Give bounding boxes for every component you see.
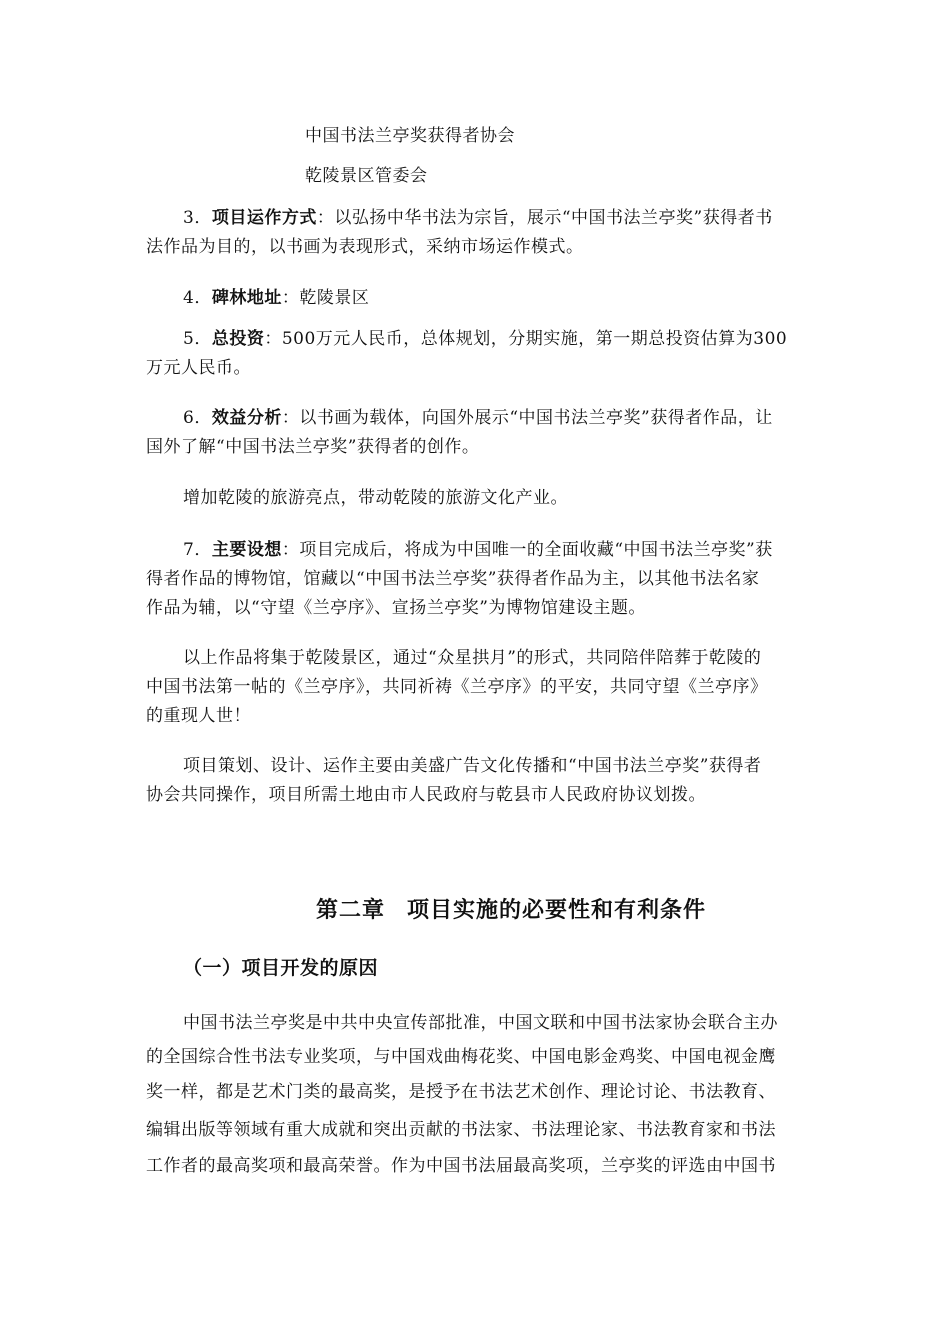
- item-number: 3．: [183, 208, 212, 228]
- item-6-line-2: 国外了解“中国书法兰亭奖”获得者的创作。: [146, 437, 480, 457]
- item-text: ：以书画为载体，向国外展示“中国书法兰亭奖”获得者作品，让: [281, 408, 773, 428]
- item-label: 主要设想: [211, 540, 282, 560]
- item-number: 5．: [183, 329, 212, 349]
- section-body-line-4: 编辑出版等领域有重大成就和突出贡献的书法家、书法理论家、书法教育家和书法: [146, 1120, 776, 1140]
- organization-line: 中国书法兰亭奖获得者协会: [305, 126, 515, 146]
- section-body-line-2: 的全国综合性书法专业奖项，与中国戏曲梅花奖、中国电影金鸡奖、中国电视金鹰: [146, 1047, 776, 1067]
- planning-paragraph-line-2: 协会共同操作，项目所需土地由市人民政府与乾县市人民政府协议划拨。: [146, 785, 706, 805]
- item-label: 项目运作方式: [211, 208, 317, 228]
- chapter-heading: [316, 893, 706, 924]
- stars-paragraph-line-1: 以上作品将集于乾陵景区，通过“众星拱月”的形式，共同陪伴陪葬于乾陵的: [183, 648, 762, 668]
- item-text: ：以弘扬中华书法为宗旨，展示“中国书法兰亭奖”获得者书: [316, 208, 773, 228]
- item-label: 碑林地址: [211, 288, 282, 308]
- chapter-title: 项目实施的必要性和有利条件: [407, 898, 707, 923]
- item-text: ：乾陵景区: [281, 288, 370, 308]
- item-label: 总投资: [211, 329, 265, 349]
- item-5-line-2: 万元人民币。: [146, 358, 251, 378]
- stars-paragraph-line-3: 的重现人世！: [146, 706, 251, 726]
- item-number: 4．: [183, 288, 212, 308]
- item-7-line-3: 作品为辅，以“守望《兰亭序》、宣扬兰亭奖”为博物馆建设主题。: [146, 598, 646, 618]
- item-text: ：500万元人民币，总体规划，分期实施，第一期总投资估算为300: [264, 329, 788, 349]
- item-number: 7．: [183, 540, 212, 560]
- section-body-line-5: 工作者的最高奖项和最高荣誉。作为中国书法届最高奖项，兰亭奖的评选由中国书: [146, 1156, 776, 1176]
- item-7-line-1: [183, 538, 773, 562]
- section-body-line-1: 中国书法兰亭奖是中共中央宣传部批准，中国文联和中国书法家协会联合主办: [183, 1013, 778, 1033]
- item-3-line-1: [183, 206, 773, 230]
- item-6-line-1: [183, 406, 773, 430]
- stars-paragraph-line-2: 中国书法第一帖的《兰亭序》，共同祈祷《兰亭序》的平安，共同守望《兰亭序》: [146, 677, 768, 697]
- item-7-line-2: 得者作品的博物馆，馆藏以“中国书法兰亭奖”获得者作品为主，以其他书法名家: [146, 569, 760, 589]
- section-heading: （一）项目开发的原因: [183, 957, 379, 979]
- item-3-line-2: 法作品为目的，以书画为表现形式，采纳市场运作模式。: [146, 237, 584, 257]
- section-body-line-3: 奖一样，都是艺术门类的最高奖，是授予在书法艺术创作、理论讨论、书法教育、: [146, 1082, 776, 1102]
- item-5-line-1: [183, 327, 787, 351]
- planning-paragraph-line-1: 项目策划、设计、运作主要由美盛广告文化传播和“中国书法兰亭奖”获得者: [183, 756, 762, 776]
- item-4-line-1: [183, 286, 369, 310]
- item-label: 效益分析: [211, 408, 282, 428]
- item-text: ：项目完成后，将成为中国唯一的全面收藏“中国书法兰亭奖”获: [281, 540, 773, 560]
- chapter-number: 第二章: [316, 898, 386, 923]
- item-number: 6．: [183, 408, 212, 428]
- organization-line: 乾陵景区管委会: [305, 166, 428, 186]
- tourism-paragraph: 增加乾陵的旅游亮点，带动乾陵的旅游文化产业。: [183, 488, 568, 508]
